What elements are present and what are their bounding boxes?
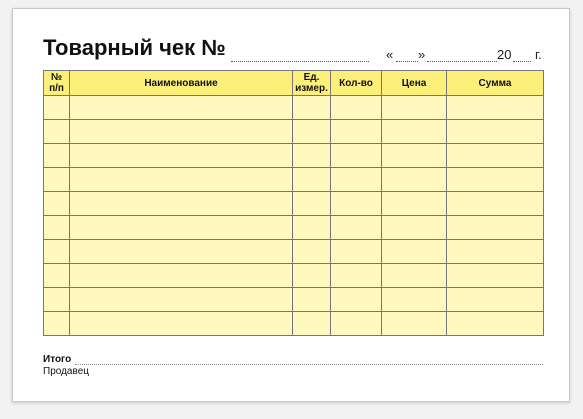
table-cell[interactable]	[70, 120, 293, 144]
date-close-quote: »	[418, 47, 426, 62]
goods-table	[43, 70, 544, 336]
receipt-number-field[interactable]	[231, 61, 369, 62]
table-cell[interactable]	[447, 216, 544, 240]
table-row	[44, 216, 544, 240]
table-cell[interactable]	[44, 216, 70, 240]
table-cell[interactable]	[382, 144, 447, 168]
table-cell[interactable]	[331, 240, 382, 264]
table-cell[interactable]	[331, 120, 382, 144]
table-cell[interactable]	[331, 192, 382, 216]
table-cell[interactable]	[382, 312, 447, 336]
table-cell[interactable]	[70, 264, 293, 288]
table-cell[interactable]	[44, 120, 70, 144]
table-cell[interactable]	[447, 168, 544, 192]
year-suffix: г.	[535, 47, 542, 62]
table-cell[interactable]	[331, 144, 382, 168]
table-cell[interactable]	[382, 216, 447, 240]
table-cell[interactable]	[44, 96, 70, 120]
table-cell[interactable]	[331, 216, 382, 240]
col-header-name: Наименование	[70, 71, 293, 96]
table-row	[44, 144, 544, 168]
table-cell[interactable]	[293, 96, 331, 120]
table-cell[interactable]	[447, 144, 544, 168]
col-header-price: Цена	[382, 71, 447, 96]
date-open-quote: «	[386, 47, 394, 62]
year-prefix: 20	[497, 47, 512, 62]
table-cell[interactable]	[70, 192, 293, 216]
table-cell[interactable]	[293, 240, 331, 264]
table-row	[44, 288, 544, 312]
col-header-number: № п/п	[44, 71, 70, 96]
table-row	[44, 168, 544, 192]
table-cell[interactable]	[293, 264, 331, 288]
table-cell[interactable]	[44, 192, 70, 216]
table-cell[interactable]	[382, 240, 447, 264]
table-cell[interactable]	[382, 192, 447, 216]
table-cell[interactable]	[382, 168, 447, 192]
table-row	[44, 120, 544, 144]
col-header-quantity: Кол-во	[331, 71, 382, 96]
receipt-form	[12, 8, 570, 402]
table-cell[interactable]	[70, 288, 293, 312]
table-cell[interactable]	[447, 192, 544, 216]
table-cell[interactable]	[331, 96, 382, 120]
seller-label: Продавец	[43, 366, 89, 377]
table-cell[interactable]	[70, 216, 293, 240]
col-header-sum: Сумма	[447, 71, 544, 96]
table-cell[interactable]	[44, 264, 70, 288]
table-body	[44, 96, 544, 336]
table-cell[interactable]	[447, 120, 544, 144]
table-cell[interactable]	[44, 312, 70, 336]
table-cell[interactable]	[331, 288, 382, 312]
table-cell[interactable]	[447, 96, 544, 120]
table-cell[interactable]	[447, 264, 544, 288]
table-row	[44, 264, 544, 288]
table-cell[interactable]	[44, 168, 70, 192]
table-cell[interactable]	[293, 192, 331, 216]
table-cell[interactable]	[44, 144, 70, 168]
table-cell[interactable]	[331, 264, 382, 288]
table-header-row	[44, 71, 544, 96]
date-month-field[interactable]	[427, 61, 497, 62]
date-day-field[interactable]	[396, 61, 418, 62]
table-cell[interactable]	[70, 240, 293, 264]
table-cell[interactable]	[447, 288, 544, 312]
table-cell[interactable]	[293, 288, 331, 312]
table-cell[interactable]	[293, 168, 331, 192]
table-row	[44, 240, 544, 264]
table-cell[interactable]	[70, 312, 293, 336]
table-cell[interactable]	[293, 120, 331, 144]
table-cell[interactable]	[44, 240, 70, 264]
table-row	[44, 192, 544, 216]
table-cell[interactable]	[331, 312, 382, 336]
table-cell[interactable]	[293, 216, 331, 240]
table-cell[interactable]	[382, 96, 447, 120]
table-cell[interactable]	[70, 168, 293, 192]
table-cell[interactable]	[331, 168, 382, 192]
table-row	[44, 312, 544, 336]
table-cell[interactable]	[447, 240, 544, 264]
table-cell[interactable]	[447, 312, 544, 336]
table-cell[interactable]	[293, 312, 331, 336]
table-cell[interactable]	[382, 288, 447, 312]
date-year-field[interactable]	[513, 61, 531, 62]
table-cell[interactable]	[70, 144, 293, 168]
table-cell[interactable]	[44, 288, 70, 312]
total-field[interactable]	[75, 364, 543, 365]
total-label: Итого	[43, 354, 72, 365]
receipt-title: Товарный чек №	[43, 35, 226, 60]
table-cell[interactable]	[293, 144, 331, 168]
table-cell[interactable]	[382, 120, 447, 144]
table-cell[interactable]	[70, 96, 293, 120]
table-cell[interactable]	[382, 264, 447, 288]
table-row	[44, 96, 544, 120]
col-header-unit: Ед. измер.	[293, 71, 331, 96]
